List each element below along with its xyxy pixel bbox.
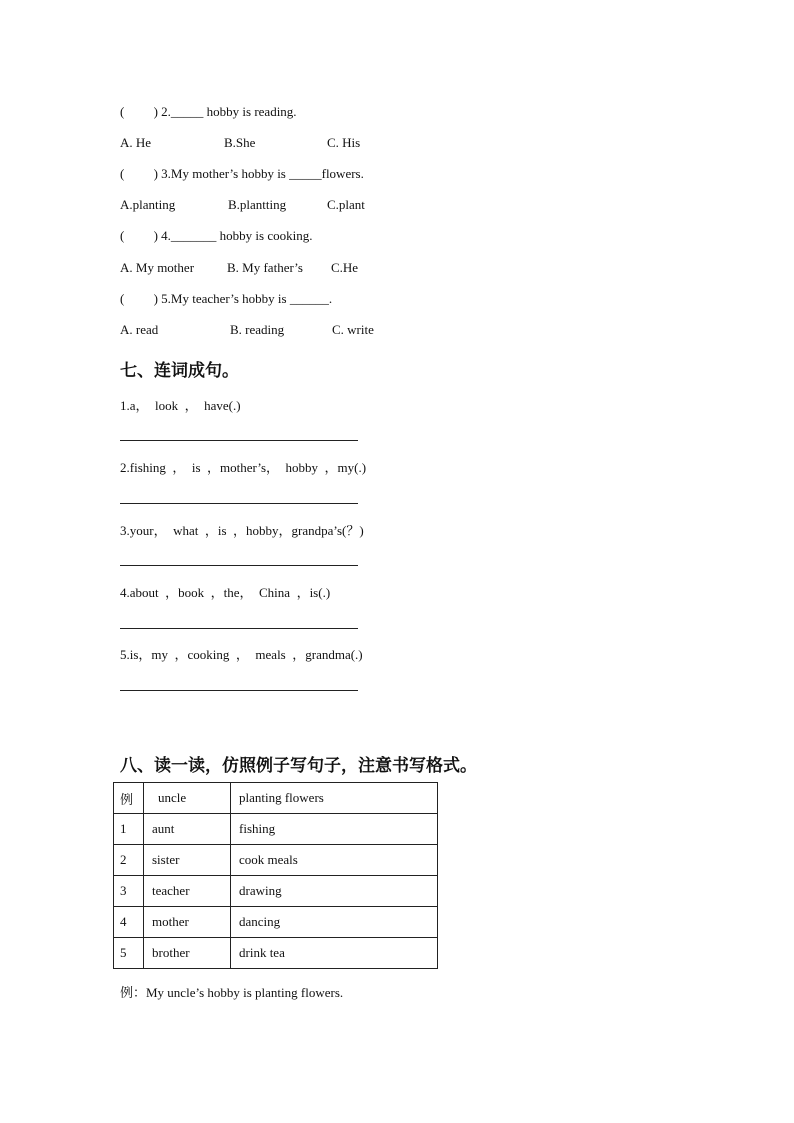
- answer-line-5: [120, 690, 358, 691]
- table-row: [114, 876, 438, 907]
- hobby-table: [113, 782, 438, 969]
- question-4-option-b: B. My father’s: [227, 260, 303, 275]
- question-5-option-b: B. reading: [230, 322, 285, 337]
- question-2-option-a: A. He: [120, 135, 152, 150]
- table-cell-hobby: drawing: [231, 876, 438, 907]
- table-cell-index: 3: [114, 876, 144, 907]
- question-2-option-c: C. His: [327, 135, 361, 150]
- answer-line-3: [120, 565, 358, 566]
- section-7-item-1: 1.a， look ， have(.): [120, 398, 241, 413]
- table-cell-index: 5: [114, 938, 144, 969]
- question-5-option-c: C. write: [332, 322, 374, 337]
- table-cell-person: brother: [144, 938, 231, 969]
- table-cell-hobby: cook meals: [231, 845, 438, 876]
- question-4-option-a: A. My mother: [120, 260, 195, 275]
- table-cell-index: 4: [114, 907, 144, 938]
- table-cell-person: mother: [144, 907, 231, 938]
- table-cell-person: sister: [144, 845, 231, 876]
- example-sentence: 例：My uncle’s hobby is planting flowers.: [120, 985, 344, 1000]
- table-cell-hobby: dancing: [231, 907, 438, 938]
- question-3-stem: ( ) 3.My mother’s hobby is _____flowers.: [120, 166, 364, 181]
- table-cell-index: 例: [114, 783, 144, 814]
- table-row: [114, 783, 438, 814]
- question-2-stem: ( ) 2._____ hobby is reading.: [120, 104, 297, 119]
- section-7-item-4: 4.about ，book ，the， China ，is(.): [120, 585, 331, 600]
- table-cell-hobby: fishing: [231, 814, 438, 845]
- question-3-option-c: C.plant: [327, 197, 365, 212]
- table-cell-index: 1: [114, 814, 144, 845]
- table-cell-hobby: planting flowers: [231, 783, 438, 814]
- section-8-title: 八、读一读，仿照例子写句子，注意书写格式。: [120, 756, 477, 776]
- table-cell-person: uncle: [144, 783, 231, 814]
- table-cell-index: 2: [114, 845, 144, 876]
- table-cell-hobby: drink tea: [231, 938, 438, 969]
- question-5-stem: ( ) 5.My teacher’s hobby is ______.: [120, 291, 333, 306]
- table-cell-person: teacher: [144, 876, 231, 907]
- section-7-item-2: 2.fishing ， is ，mother’s， hobby ，my(.): [120, 460, 367, 475]
- question-5-option-a: A. read: [120, 322, 159, 337]
- section-7-title: 七、连词成句。: [120, 361, 239, 381]
- section-7-item-3: 3.your， what ，is ，hobby，grandpa’s(？): [120, 523, 364, 538]
- table-row: [114, 907, 438, 938]
- answer-line-2: [120, 503, 358, 504]
- answer-line-4: [120, 628, 358, 629]
- section-7-item-5: 5.is，my ，cooking ， meals ，grandma(.): [120, 647, 363, 662]
- question-3-option-b: B.plantting: [228, 197, 287, 212]
- question-4-option-c: C.He: [331, 260, 359, 275]
- answer-line-1: [120, 440, 358, 441]
- table-cell-person: aunt: [144, 814, 231, 845]
- table-row: [114, 845, 438, 876]
- question-2-option-b: B.She: [224, 135, 256, 150]
- question-3-option-a: A.planting: [120, 197, 176, 212]
- table-row: [114, 938, 438, 969]
- question-4-stem: ( ) 4._______ hobby is cooking.: [120, 228, 313, 243]
- table-row: [114, 814, 438, 845]
